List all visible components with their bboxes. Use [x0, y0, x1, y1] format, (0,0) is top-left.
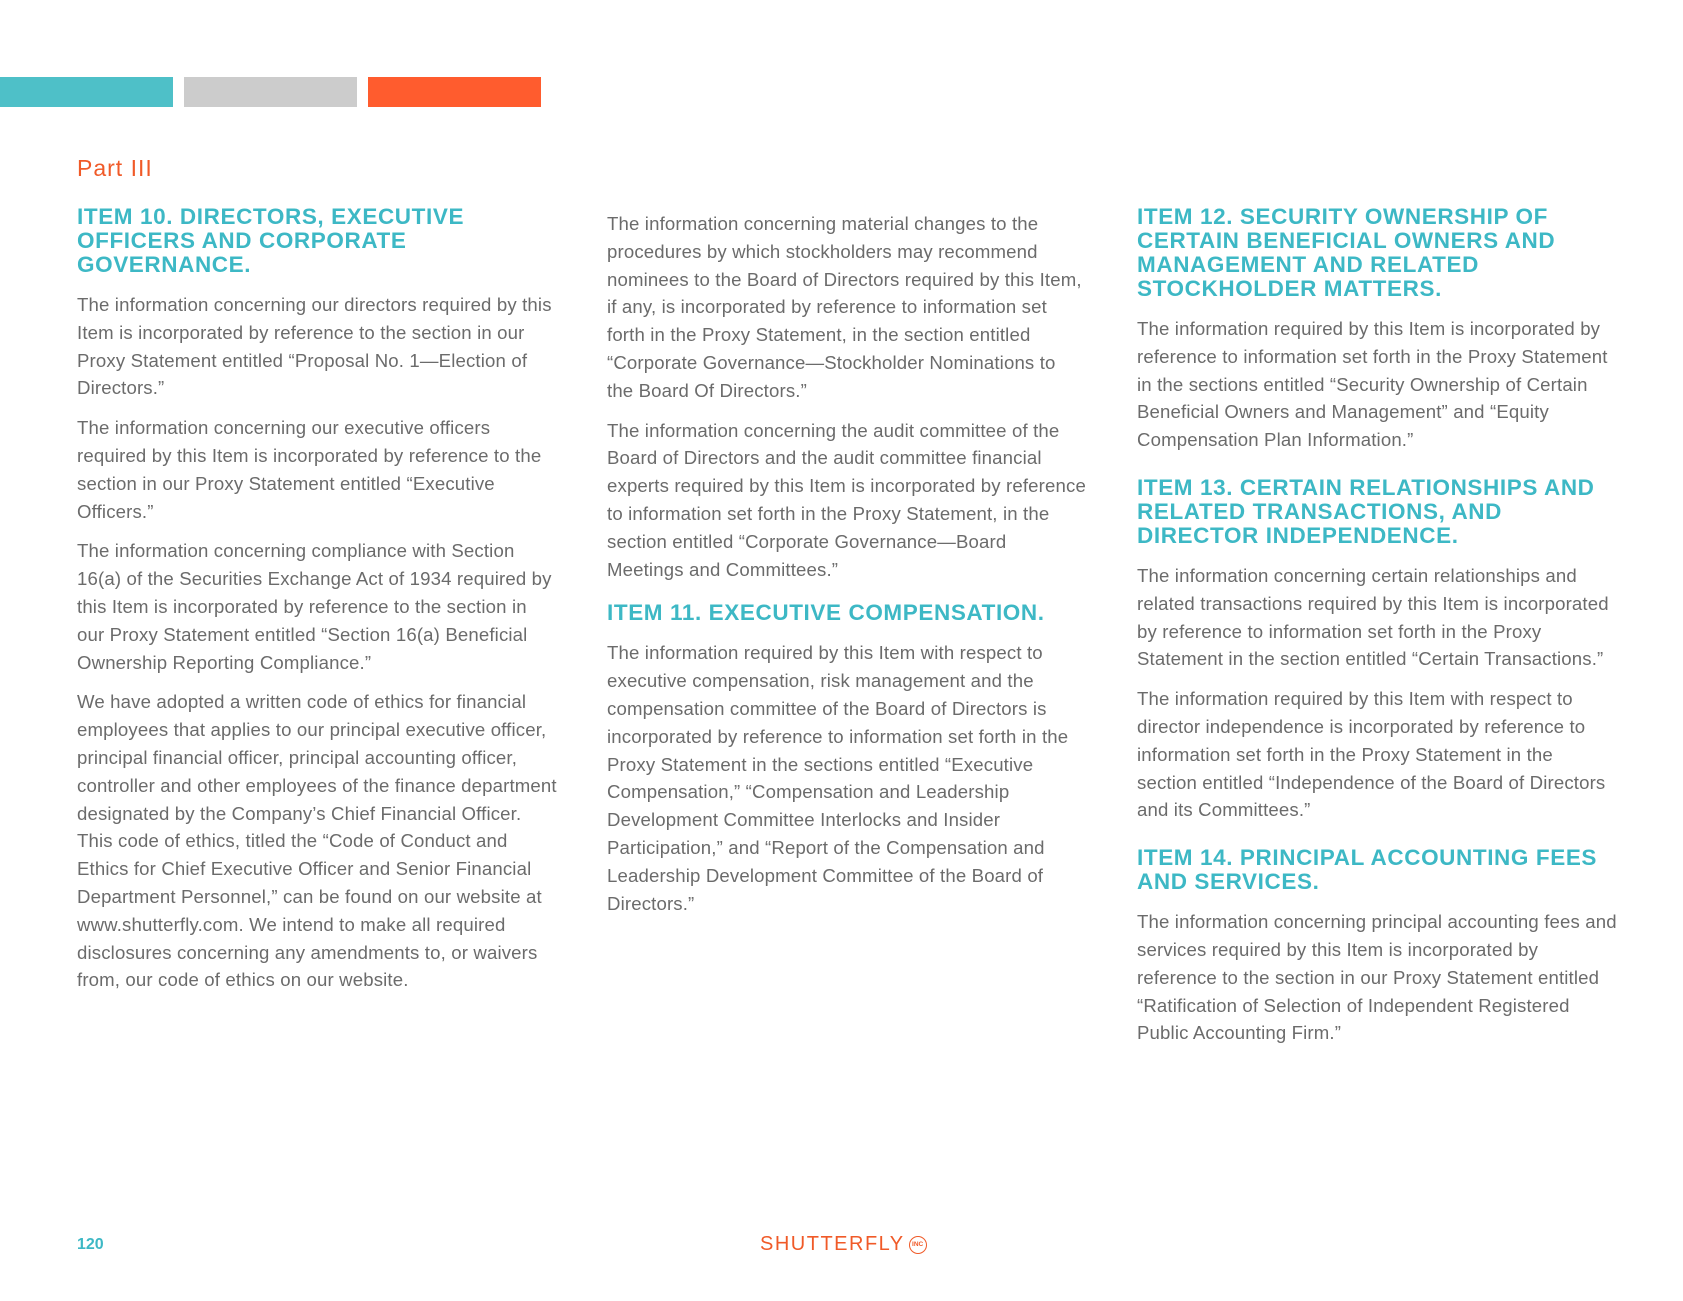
item-11-heading: ITEM 11. EXECUTIVE COMPENSATION.: [607, 600, 1045, 626]
shutterfly-logo: [760, 1233, 927, 1256]
inc-badge-icon: INC: [909, 1236, 927, 1254]
item-10-paragraph-5: The information concerning material changes to the procedures by which stockholders may recommend nominees to the Board of Directors required by this Item, if any, is incorporated by reference to information set forth in the Proxy Statement, in the section entitled “Corporate Governance—Stockholder Nominations to the Board Of Directors.”: [607, 213, 1082, 401]
header-bar-teal: [0, 77, 173, 107]
page-number: 120: [77, 1236, 104, 1253]
item-12-heading: ITEM 12. SECURITY OWNERSHIP OF CERTAIN BENEFICIAL OWNERS AND MANAGEMENT AND RELATED STOCKHOLDER MATTERS.: [1137, 204, 1556, 301]
column-3: [1137, 205, 1617, 1059]
item-10-paragraph-4: We have adopted a written code of ethics for financial employees that applies to our principal executive officer, principal financial officer, principal accounting officer, controller and other employees of the finance department designated by the Company’s Chief Financial Officer. This code of ethics, titled the “Code of Conduct and Ethics for Chief Executive Officer and Senior Financial Department Personnel,” can be found on our website at www.shutterfly.com. We intend to make all required disclosures concerning any amendments to, or waivers from, our code of ethics on our website.: [77, 691, 557, 991]
item-14-heading: ITEM 14. PRINCIPAL ACCOUNTING FEES AND SERVICES.: [1137, 845, 1598, 895]
item-13-paragraph-2: The information required by this Item with respect to director independence is incorporated by reference to information set forth in the Proxy Statement in the section entitled “Independence of the Board of Directors and its Committees.”: [1137, 688, 1606, 821]
header-bar-orange: [368, 77, 541, 107]
item-10-paragraph-1: The information concerning our directors required by this Item is incorporated by reference to the section in our Proxy Statement entitled “Proposal No. 1—Election of Directors.”: [77, 294, 552, 399]
item-10-heading: ITEM 10. DIRECTORS, EXECUTIVE OFFICERS AND CORPORATE GOVERNANCE.: [77, 204, 465, 277]
item-13-heading: ITEM 13. CERTAIN RELATIONSHIPS AND RELATED TRANSACTIONS, AND DIRECTOR INDEPENDENCE.: [1137, 474, 1595, 548]
item-13-paragraph-1: The information concerning certain relationships and related transactions required by this Item is incorporated by reference to information set forth in the Proxy Statement in the section entitled “Certain Transactions.”: [1137, 564, 1609, 670]
item-10-paragraph-3: The information concerning compliance with Section 16(a) of the Securities Exchange Act of 1934 required by this Item is incorporated by reference to the section in our Proxy Statement entitled “Section 16(a) Beneficial Ownership Reporting Compliance.”: [77, 540, 552, 673]
item-10-paragraph-6: The information concerning the audit committee of the Board of Directors and the audit committee financial experts required by this Item is incorporated by reference to information set forth in the Proxy Statement, in the section entitled “Corporate Governance—Board Meetings and Committees.”: [607, 419, 1086, 580]
column-1: [77, 205, 557, 1006]
item-11-paragraph-1: The information required by this Item with respect to executive compensation, risk management and the compensation committee of the Board of Directors is incorporated by reference to information set forth in the Proxy Statement in the sections entitled “Executive Compensation,” “Compensation and Leadership Development Committee Interlocks and Insider Participation,” and “Report of the Compensation and Leadership Development Committee of the Board of Directors.”: [607, 642, 1069, 914]
item-10-paragraph-2: The information concerning our executive officers required by this Item is incorporated by reference to the section in our Proxy Statement entitled “Executive Officers.”: [77, 417, 542, 522]
item-12-paragraph-1: The information required by this Item is incorporated by reference to information set forth in the Proxy Statement in the sections entitled “Security Ownership of Certain Beneficial Owners and Management” and “Equity Compensation Plan Information.”: [1137, 318, 1608, 451]
logo-text: SHUTTERFLY: [760, 1233, 905, 1255]
item-14-paragraph-1: The information concerning principal accounting fees and services required by this Item is incorporated by reference to the section in our Proxy Statement entitled “Ratification of Selection of Independent Registered Public Accounting Firm.”: [1137, 911, 1617, 1044]
column-2: [607, 210, 1087, 929]
header-bar-gray: [184, 77, 357, 107]
part-label: Part III: [77, 155, 153, 181]
